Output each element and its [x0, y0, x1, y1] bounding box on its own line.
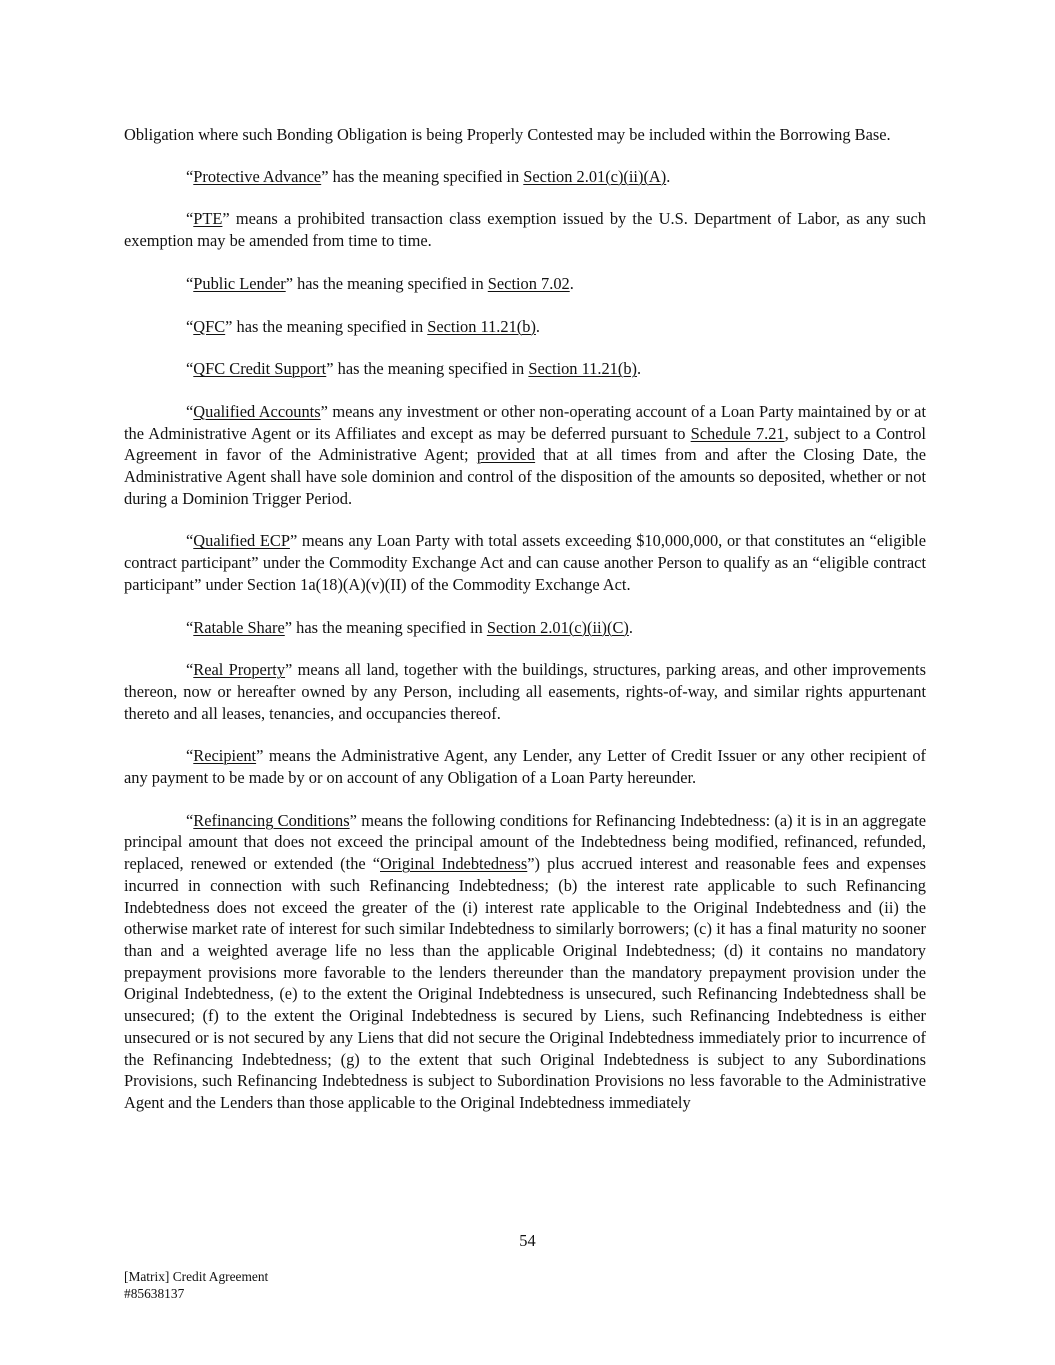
- definition-recipient: “Recipient” means the Administrative Agent, any Lender, any Letter of Credit Issuer or any other recipient of any payment to be made by or on account of any Obligation of a Loan Party hereunder.: [124, 746, 926, 788]
- defined-term: Public Lender: [193, 273, 286, 293]
- footer-document-id: #85638137: [124, 1286, 185, 1301]
- section-reference: Section 11.21(b): [528, 359, 637, 379]
- definition-qualified-accounts: “Qualified Accounts” means any investment or other non-operating account of a Loan Party maintained by or at the Administrative Agent or its Affiliates and except as may be deferred pursuant to Schedule 7.21, subject to a Control Agreement in favor of the Administrative Agent; provided that at all times from and after the Closing Date, the Administrative Agent shall have sole dominion and control of the disposition of the amounts so deposited, whether or not during a Dominion Trigger Period.: [124, 401, 927, 508]
- defined-term: Ratable Share: [193, 617, 285, 637]
- definition-protective-advance: “Protective Advance” has the meaning specified in Section 2.01(c)(ii)(A).: [186, 166, 671, 186]
- definition-pte: “PTE” means a prohibited transaction class exemption issued by the U.S. Department of Labor, as any such exemption may be amended from time to time.: [124, 209, 926, 251]
- defined-term: QFC Credit Support: [193, 359, 327, 379]
- definition-qfc: “QFC” has the meaning specified in Section 11.21(b).: [186, 316, 541, 336]
- definition-qualified-ecp: “Qualified ECP” means any Loan Party with total assets exceeding $10,000,000, or that constitutes an “eligible contract participant” under the Commodity Exchange Act and can cause another Person to qualify as an “eligible contract participant” under Section 1a(18)(A)(v)(II) of the Commodity Exchange Act.: [124, 531, 926, 594]
- defined-term: Refinancing Conditions: [193, 810, 350, 830]
- document-footer: [124, 1268, 268, 1302]
- section-reference: Section 11.21(b): [427, 316, 536, 336]
- definition-public-lender: “Public Lender” has the meaning specified in Section 7.02.: [186, 273, 574, 293]
- defined-term: Qualified ECP: [193, 531, 290, 551]
- defined-term: PTE: [193, 209, 223, 229]
- proviso-term: provided: [476, 445, 536, 465]
- schedule-reference: Schedule 7.21: [690, 423, 785, 443]
- page-body: [124, 124, 926, 1135]
- continuation-paragraph: Obligation where such Bonding Obligation is being Properly Contested may be included within the Borrowing Base.: [124, 125, 891, 144]
- defined-term: Recipient: [193, 746, 257, 766]
- section-reference: Section 2.01(c)(ii)(C): [486, 617, 629, 637]
- defined-term: Protective Advance: [193, 166, 322, 186]
- section-reference: Section 7.02: [487, 273, 570, 293]
- defined-term: QFC: [193, 316, 226, 336]
- section-reference: Section 2.01(c)(ii)(A): [523, 166, 667, 186]
- defined-term: Real Property: [193, 660, 286, 680]
- defined-term: Qualified Accounts: [193, 401, 321, 421]
- page-number: 54: [519, 1231, 536, 1250]
- footer-document-title: [Matrix] Credit Agreement: [124, 1269, 269, 1284]
- definition-ratable-share: “Ratable Share” has the meaning specified in Section 2.01(c)(ii)(C).: [186, 617, 633, 637]
- definition-real-property: “Real Property” means all land, together with the buildings, structures, parking areas, and other improvements thereon, now or hereafter owned by any Person, including all easements, rights-of-way, and similar rights appurtenant thereto and all leases, tenancies, and occupancies thereof.: [124, 660, 926, 723]
- definition-qfc-credit-support: “QFC Credit Support” has the meaning specified in Section 11.21(b).: [186, 359, 642, 379]
- definition-refinancing-conditions: “Refinancing Conditions” means the following conditions for Refinancing Indebtedness: (a) it is in an aggregate principal amount that does not exceed the principal amount of the Indebtedness being modified, refinanced, refunded, replaced, renewed or extended (the “Original Indebtedness”) plus accrued interest and reasonable fees and expenses incurred in connection with such Refinancing Indebtedness; (b) the interest rate applicable to such Refinancing Indebtedness does not exceed the greater of the (i) interest rate applicable to the Original Indebtedness and (ii) the otherwise market rate of interest for such similar Indebtedness to similarly borrowers; (c) it has a final maturity no sooner than and a weighted average life no less than the applicable Original Indebtedness; (d) it contains no mandatory prepayment provisions more favorable to the lenders thereunder than the mandatory prepayment provision under the Original Indebtedness, (e) to the extent the Original Indebtedness is unsecured, such Refinancing Indebtedness shall be unsecured; (f) to the extent the Original Indebtedness is secured by Liens, such Refinancing Indebtedness is either unsecured or is not secured by any Liens that did not secure the Original Indebtedness immediately prior to incurrence of the Refinancing Indebtedness; (g) to the extent that such Original Indebtedness is subject to any Subordinations Provisions, such Refinancing Indebtedness is subject to Subordination Provisions no less favorable to the Administrative Agent and the Lenders than those applicable to the Original Indebtedness immediately: [124, 810, 927, 1112]
- defined-term-inline: Original Indebtedness: [380, 854, 528, 874]
